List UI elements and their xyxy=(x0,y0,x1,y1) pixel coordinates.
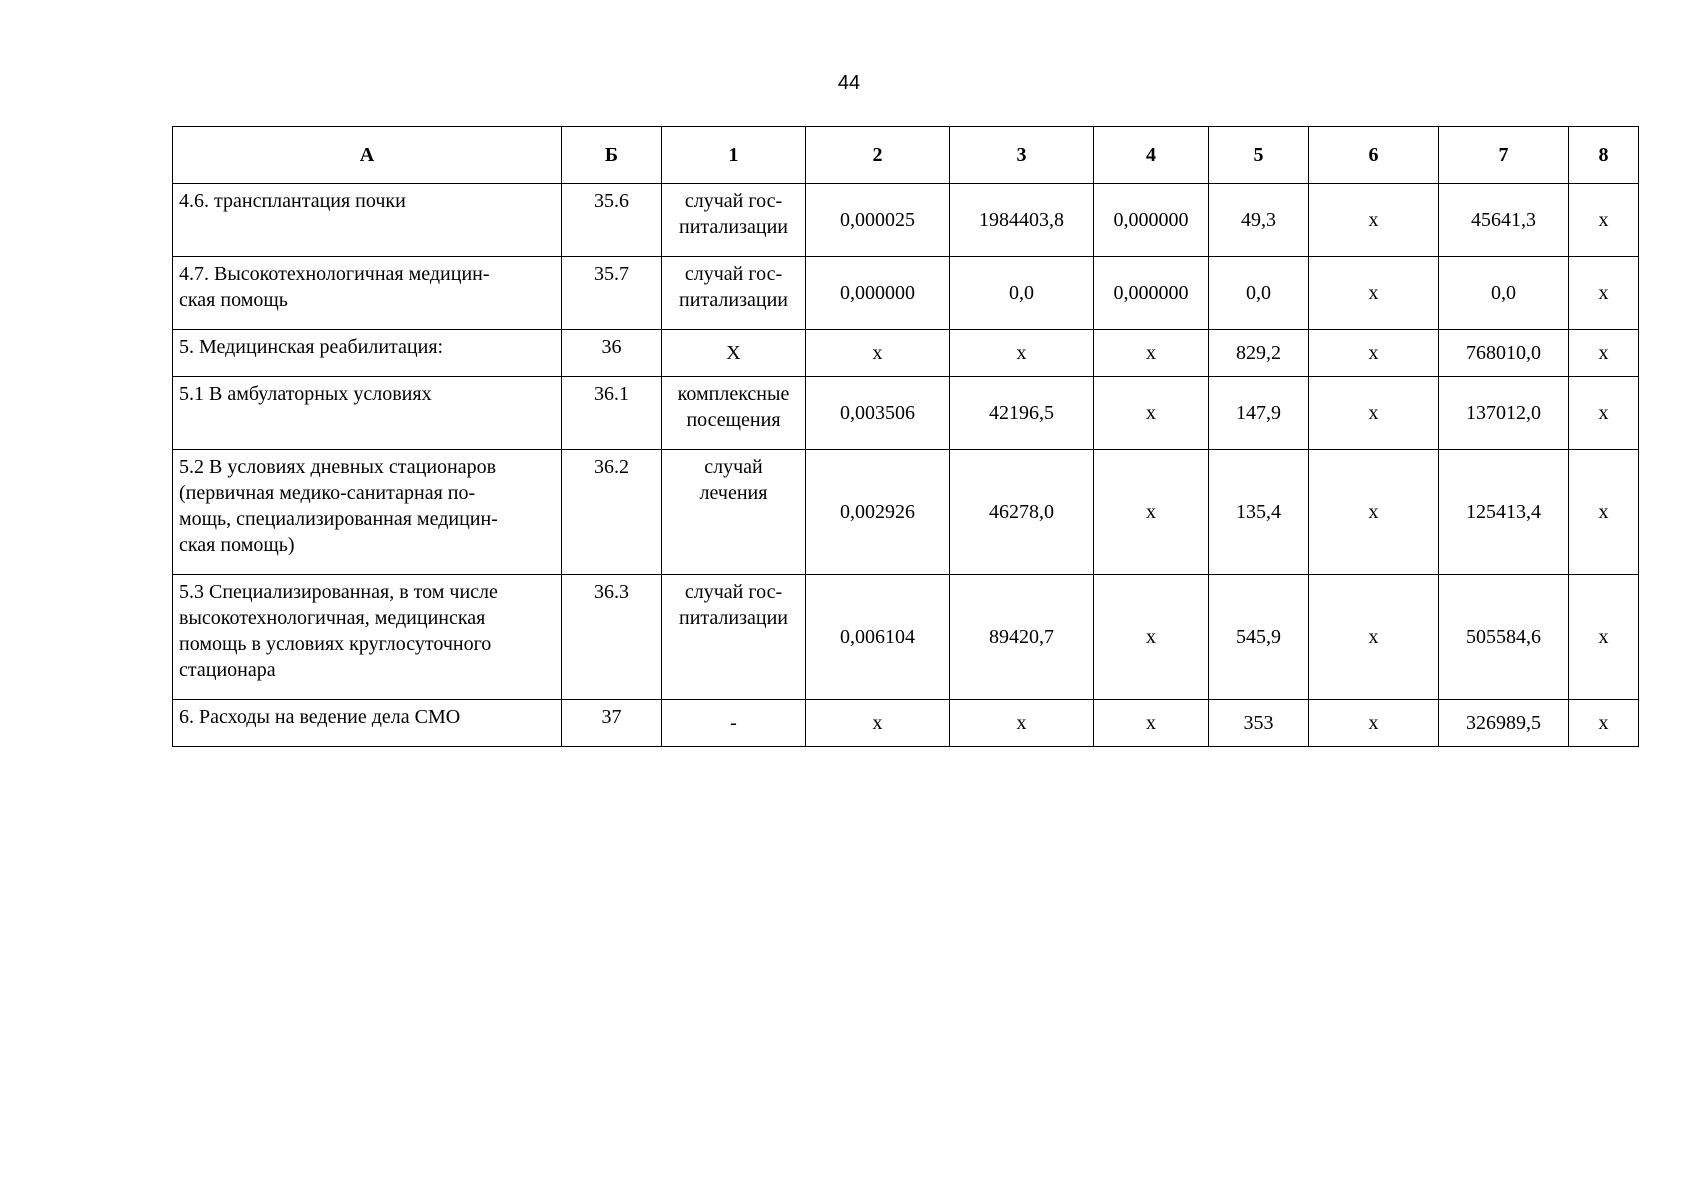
unit-cell: Х xyxy=(662,330,806,377)
value-cell: х xyxy=(1309,377,1439,450)
value-cell: х xyxy=(950,700,1094,747)
row-label-cell: 6. Расходы на ведение дела СМО xyxy=(173,700,562,747)
table-row xyxy=(173,575,1639,700)
value-cell: х xyxy=(806,330,950,377)
unit-cell: случай гос- питализации xyxy=(662,257,806,330)
value-cell: х xyxy=(1309,257,1439,330)
value-cell: 0,000025 xyxy=(806,184,950,257)
header-row xyxy=(173,127,1639,184)
header-cell: 8 xyxy=(1569,127,1639,184)
table-row xyxy=(173,257,1639,330)
header-cell: 2 xyxy=(806,127,950,184)
header-cell: 4 xyxy=(1094,127,1209,184)
header-cell: 3 xyxy=(950,127,1094,184)
value-cell: 147,9 xyxy=(1209,377,1309,450)
page-number: 44 xyxy=(837,72,861,94)
row-label-cell: 5. Медицинская реабилитация: xyxy=(173,330,562,377)
value-cell: 135,4 xyxy=(1209,450,1309,575)
value-cell: х xyxy=(1569,575,1639,700)
value-cell: 0,0 xyxy=(1209,257,1309,330)
value-cell: 0,0 xyxy=(950,257,1094,330)
value-cell: 768010,0 xyxy=(1439,330,1569,377)
value-cell: х xyxy=(950,330,1094,377)
value-cell: 353 xyxy=(1209,700,1309,747)
unit-cell: случай лечения xyxy=(662,450,806,575)
row-code-cell: 36.1 xyxy=(562,377,662,450)
value-cell: х xyxy=(1094,330,1209,377)
value-cell: 0,000000 xyxy=(1094,184,1209,257)
value-cell: 0,006104 xyxy=(806,575,950,700)
value-cell: 0,0 xyxy=(1439,257,1569,330)
row-label-cell: 4.6. трансплантация почки xyxy=(173,184,562,257)
value-cell: 545,9 xyxy=(1209,575,1309,700)
table-row xyxy=(173,700,1639,747)
table-row xyxy=(173,377,1639,450)
value-cell: х xyxy=(1094,377,1209,450)
value-cell: 1984403,8 xyxy=(950,184,1094,257)
value-cell: 45641,3 xyxy=(1439,184,1569,257)
value-cell: 137012,0 xyxy=(1439,377,1569,450)
value-cell: 0,000000 xyxy=(806,257,950,330)
unit-cell: случай гос- питализации xyxy=(662,184,806,257)
value-cell: х xyxy=(1569,450,1639,575)
value-cell: 42196,5 xyxy=(950,377,1094,450)
value-cell: 505584,6 xyxy=(1439,575,1569,700)
row-code-cell: 36 xyxy=(562,330,662,377)
header-cell: 1 xyxy=(662,127,806,184)
table-row xyxy=(173,184,1639,257)
header-cell: 7 xyxy=(1439,127,1569,184)
value-cell: х xyxy=(1569,184,1639,257)
table-body xyxy=(173,184,1639,747)
value-cell: х xyxy=(1569,257,1639,330)
value-cell: х xyxy=(1569,330,1639,377)
value-cell: х xyxy=(1569,377,1639,450)
value-cell: х xyxy=(1309,575,1439,700)
header-cell: 5 xyxy=(1209,127,1309,184)
row-code-cell: 36.3 xyxy=(562,575,662,700)
value-cell: 0,002926 xyxy=(806,450,950,575)
value-cell: 49,3 xyxy=(1209,184,1309,257)
value-cell: 125413,4 xyxy=(1439,450,1569,575)
header-cell: А xyxy=(173,127,562,184)
row-code-cell: 37 xyxy=(562,700,662,747)
value-cell: х xyxy=(1094,450,1209,575)
value-cell: х xyxy=(806,700,950,747)
value-cell: 326989,5 xyxy=(1439,700,1569,747)
value-cell: 0,000000 xyxy=(1094,257,1209,330)
row-label-cell: 5.2 В условиях дневных стационаров (первичная медико-санитарная по- мощь, специализированная медицин- ская помощь) xyxy=(173,450,562,575)
value-cell: х xyxy=(1569,700,1639,747)
unit-cell: случай гос- питализации xyxy=(662,575,806,700)
value-cell: 0,003506 xyxy=(806,377,950,450)
row-label-cell: 4.7. Высокотехнологичная медицин- ская помощь xyxy=(173,257,562,330)
value-cell: х xyxy=(1309,700,1439,747)
row-label-cell: 5.1 В амбулаторных условиях xyxy=(173,377,562,450)
row-code-cell: 36.2 xyxy=(562,450,662,575)
header-cell: Б xyxy=(562,127,662,184)
value-cell: х xyxy=(1309,330,1439,377)
header-cell: 6 xyxy=(1309,127,1439,184)
value-cell: х xyxy=(1094,700,1209,747)
row-code-cell: 35.7 xyxy=(562,257,662,330)
row-label-cell: 5.3 Специализированная, в том числе высокотехнологичная, медицинская помощь в условиях круглосуточного стационара xyxy=(173,575,562,700)
value-cell: 829,2 xyxy=(1209,330,1309,377)
unit-cell: - xyxy=(662,700,806,747)
value-cell: 89420,7 xyxy=(950,575,1094,700)
table-row xyxy=(173,330,1639,377)
value-cell: х xyxy=(1309,184,1439,257)
value-cell: 46278,0 xyxy=(950,450,1094,575)
value-cell: х xyxy=(1094,575,1209,700)
unit-cell: комплексные посещения xyxy=(662,377,806,450)
value-cell: х xyxy=(1309,450,1439,575)
table-row xyxy=(173,450,1639,575)
row-code-cell: 35.6 xyxy=(562,184,662,257)
data-table xyxy=(172,126,1639,747)
